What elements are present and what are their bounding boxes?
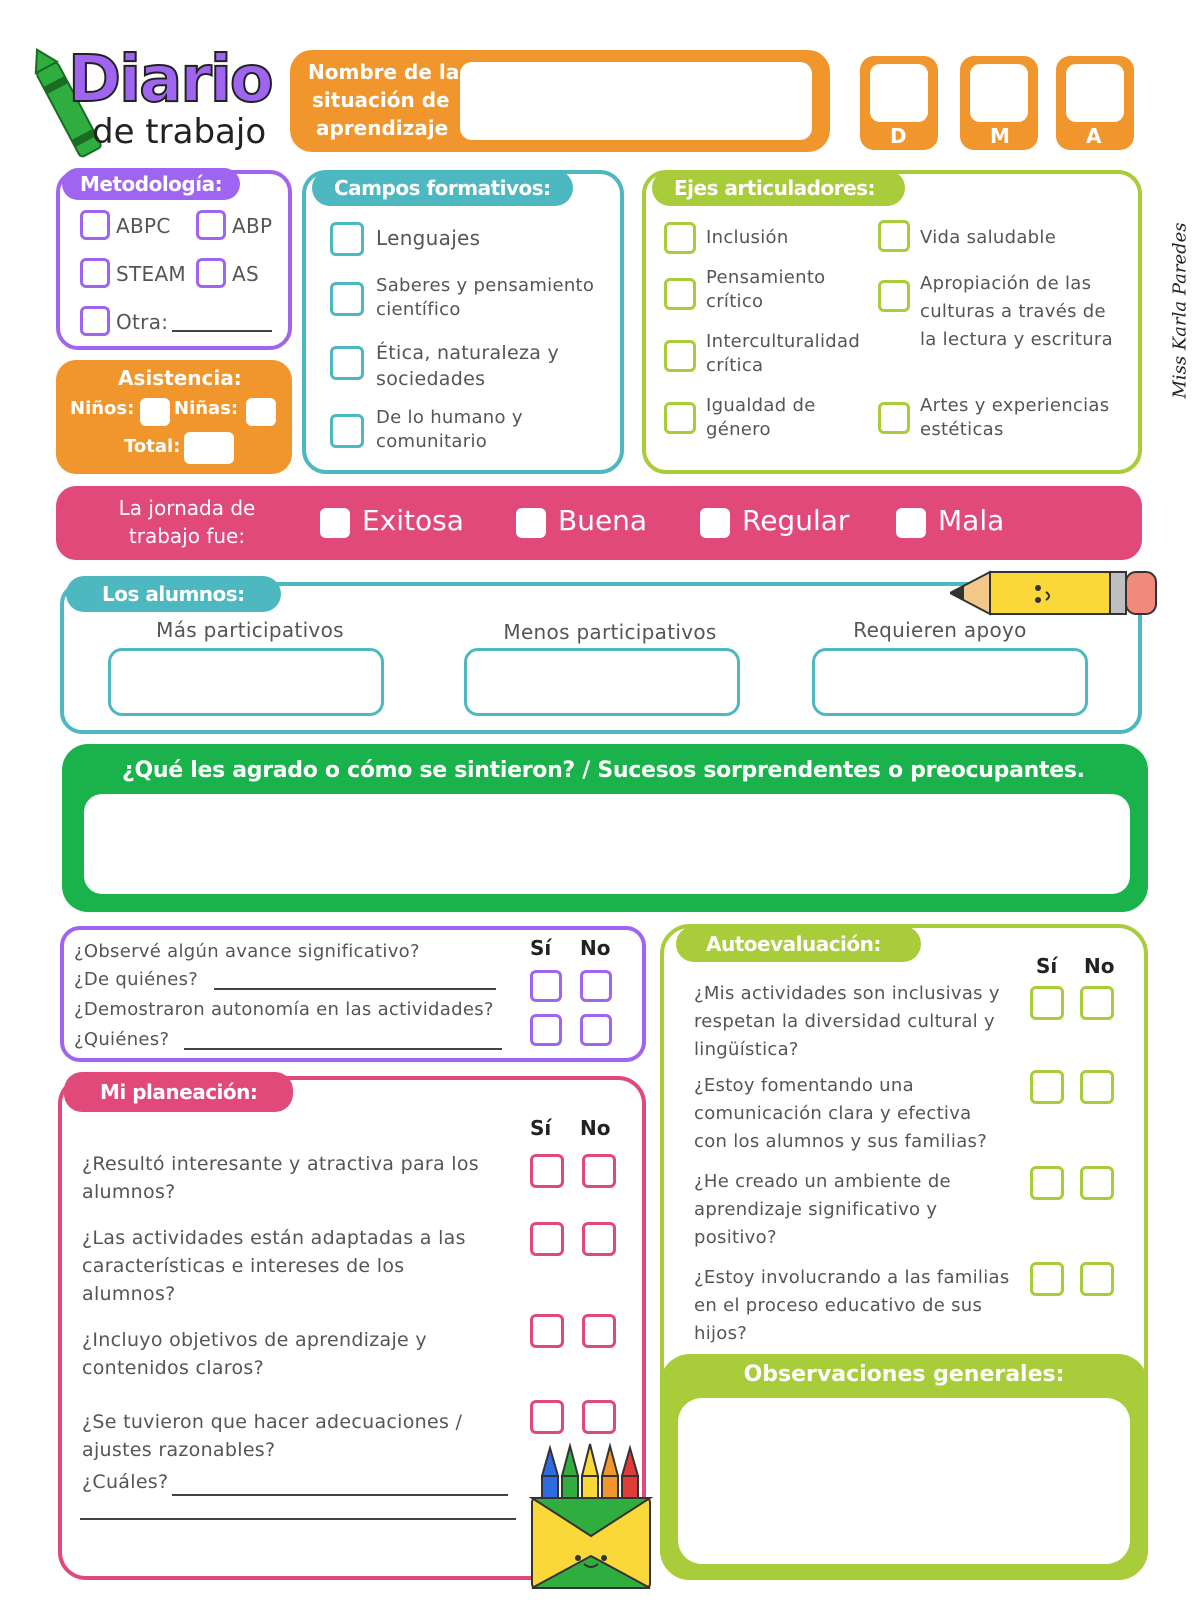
planeacion-si-label: Sí [530,1116,552,1140]
planeacion-q3-si-checkbox[interactable] [530,1314,564,1348]
ejes-igualdad-checkbox[interactable] [664,402,696,434]
asistencia-panel [56,360,292,474]
campos-etica-checkbox[interactable] [330,346,364,380]
metodologia-abpc-checkbox[interactable] [80,210,110,240]
autoevaluacion-q4-no-checkbox[interactable] [1080,1262,1114,1296]
ejes-vida-label: Vida saludable [920,227,1057,248]
campos-humano-label: De lo humano y comunitario [376,407,523,452]
avances-quienes-line-2[interactable] [184,1048,502,1050]
asistencia-total-input[interactable] [184,432,234,464]
date-month-label: M [990,124,1010,148]
avances-line-3: ¿Demostraron autonomía en las actividades? [74,999,494,1020]
autoevaluacion-q2-no-checkbox[interactable] [1080,1070,1114,1104]
metodologia-as-checkbox[interactable] [196,258,226,288]
asistencia-ninas-input[interactable] [246,398,276,426]
metodologia-other-checkbox[interactable] [80,306,110,336]
metodologia-other-line[interactable] [172,330,272,332]
jornada-mala-label: Mala [938,504,1005,537]
observaciones-input[interactable] [678,1398,1130,1564]
avances-no-label: No [580,936,611,960]
alumnos-title: Los alumnos: [66,576,281,612]
date-day-label: D [890,124,907,148]
planeacion-title: Mi planeación: [64,1072,293,1112]
autoevaluacion-q1: ¿Mis actividades son inclusivas y respetan la diversidad cultural y lingüística? [694,983,1000,1060]
campos-lenguajes-checkbox[interactable] [330,222,364,256]
campos-title: Campos formativos: [312,170,573,206]
metodologia-as-label: AS [232,262,259,286]
ejes-intercultural-label: Interculturalidad crítica [706,331,861,376]
planeacion-q2-no-checkbox[interactable] [582,1222,616,1256]
jornada-exitosa-label: Exitosa [362,504,464,537]
campos-saberes-label: Saberes y pensamiento científico [376,275,595,320]
avances-q2-no-checkbox[interactable] [580,1014,612,1046]
situation-label-1: Nombre de la [308,60,460,84]
date-year-box[interactable] [1056,56,1134,150]
planeacion-q4-no-checkbox[interactable] [582,1400,616,1434]
sentimientos-input[interactable] [84,794,1130,894]
planeacion-q3: ¿Incluyo objetivos de aprendizaje y contenidos claros? [82,1329,427,1379]
avances-line-1: ¿Observé algún avance significativo? [74,941,420,962]
autoevaluacion-q4: ¿Estoy involucrando a las familias en el proceso educativo de sus hijos? [694,1267,1010,1344]
metodologia-steam-label: STEAM [116,262,186,286]
planeacion-cuales-line-1[interactable] [172,1494,508,1496]
alumnos-col3-label: Requieren apoyo [853,618,1027,642]
planeacion-q1-no-checkbox[interactable] [582,1154,616,1188]
ejes-igualdad-label: Igualdad de género [706,395,816,440]
ejes-artes-checkbox[interactable] [878,402,910,434]
date-day-box[interactable] [860,56,938,150]
metodologia-abp-checkbox[interactable] [196,210,226,240]
autoevaluacion-q3: ¿He creado un ambiente de aprendizaje significativo y positivo? [694,1171,951,1248]
alumnos-col1-input[interactable] [108,648,384,716]
asistencia-ninas-label: Niñas: [174,398,239,419]
ejes-pensamiento-label: Pensamiento crítico [706,267,826,312]
autoevaluacion-q2-si-checkbox[interactable] [1030,1070,1064,1104]
sentimientos-title: ¿Qué les agrado o cómo se sintieron? / Sucesos sorprendentes o preocupantes. [122,758,1085,783]
sentimientos-panel [62,744,1148,912]
ejes-inclusion-checkbox[interactable] [664,222,696,254]
autoevaluacion-no-label: No [1084,954,1115,978]
jornada-regular-label: Regular [742,504,850,537]
avances-quienes-line-1[interactable] [214,988,496,990]
logo-title: Diario [68,43,272,117]
campos-etica-label: Ética, naturaleza y sociedades [376,342,560,390]
campos-saberes-checkbox[interactable] [330,282,364,316]
planeacion-q3-no-checkbox[interactable] [582,1314,616,1348]
planeacion-q2: ¿Las actividades están adaptadas a las características e intereses de los alumnos? [82,1227,466,1305]
date-month-box[interactable] [960,56,1038,150]
avances-line-2: ¿De quiénes? [74,969,199,990]
metodologia-title: Metodología: [62,168,240,200]
planeacion-cuales-label: ¿Cuáles? [82,1471,169,1493]
avances-q1-si-checkbox[interactable] [530,970,562,1002]
logo-subtitle: de trabajo [92,112,267,152]
autoevaluacion-si-label: Sí [1036,954,1058,978]
ejes-inclusion-label: Inclusión [706,227,789,248]
autoevaluacion-q3-si-checkbox[interactable] [1030,1166,1064,1200]
avances-line-4: ¿Quiénes? [74,1029,170,1050]
situation-box [290,50,830,152]
alumnos-col1-label: Más participativos [156,618,344,642]
situation-label-3: aprendizaje [316,116,449,140]
alumnos-col2-label: Menos participativos [503,620,717,644]
autoevaluacion-q2: ¿Estoy fomentando una comunicación clara y efectiva con los alumnos y sus familias? [694,1075,988,1152]
ejes-apropiacion-checkbox[interactable] [878,280,910,312]
logo [28,43,288,168]
ejes-vida-checkbox[interactable] [878,220,910,252]
autoevaluacion-q4-si-checkbox[interactable] [1030,1262,1064,1296]
planeacion-q1-si-checkbox[interactable] [530,1154,564,1188]
planeacion-q4: ¿Se tuvieron que hacer adecuaciones / ajustes razonables? [82,1411,463,1461]
ejes-apropiacion-label: Apropiación de las culturas a través de la lectura y escritura [920,273,1113,350]
metodologia-steam-checkbox[interactable] [80,258,110,288]
campos-lenguajes-label: Lenguajes [376,226,481,250]
jornada-mala-checkbox[interactable] [896,508,926,538]
jornada-bar [56,486,1142,560]
avances-si-label: Sí [530,936,552,960]
situation-label-2: situación de [312,88,450,112]
ejes-title: Ejes articuladores: [652,170,905,206]
jornada-exitosa-checkbox[interactable] [320,508,350,538]
avances-q2-si-checkbox[interactable] [530,1014,562,1046]
asistencia-total-label: Total: [124,436,181,457]
planeacion-no-label: No [580,1116,611,1140]
alumnos-col3-input[interactable] [812,648,1088,716]
planeacion-cuales-line-2[interactable] [80,1518,516,1520]
asistencia-ninos-input[interactable] [140,398,170,426]
pencil-icon [950,566,1160,620]
metodologia-abp-label: ABP [232,214,273,238]
signature-text: Miss Karla Paredes [1169,222,1191,399]
asistencia-ninos-label: Niños: [70,398,135,419]
avances-q1-no-checkbox[interactable] [580,970,612,1002]
metodologia-abpc-label: ABPC [116,214,171,238]
asistencia-title: Asistencia: [118,366,242,390]
metodologia-other-label: Otra: [116,310,169,334]
alumnos-col2-input[interactable] [464,648,740,716]
crayon-box-icon [528,1436,654,1590]
planeacion-q4-si-checkbox[interactable] [530,1400,564,1434]
autoevaluacion-q1-no-checkbox[interactable] [1080,986,1114,1020]
campos-humano-checkbox[interactable] [330,414,364,448]
date-year-label: A [1086,124,1102,148]
autoevaluacion-q3-no-checkbox[interactable] [1080,1166,1114,1200]
planeacion-q2-si-checkbox[interactable] [530,1222,564,1256]
planeacion-q1: ¿Resultó interesante y atractiva para los alumnos? [82,1153,479,1203]
autoevaluacion-q1-si-checkbox[interactable] [1030,986,1064,1020]
jornada-buena-checkbox[interactable] [516,508,546,538]
ejes-intercultural-checkbox[interactable] [664,340,696,372]
observaciones-title: Observaciones generales: [743,1362,1065,1387]
jornada-regular-checkbox[interactable] [700,508,730,538]
situation-input[interactable] [460,62,812,140]
jornada-label: La jornada de trabajo fue: [118,496,256,548]
jornada-buena-label: Buena [558,504,648,537]
autoevaluacion-title: Autoevaluación: [676,926,921,962]
ejes-pensamiento-checkbox[interactable] [664,278,696,310]
observaciones-panel [660,1354,1148,1580]
ejes-artes-label: Artes y experiencias estéticas [920,395,1110,440]
